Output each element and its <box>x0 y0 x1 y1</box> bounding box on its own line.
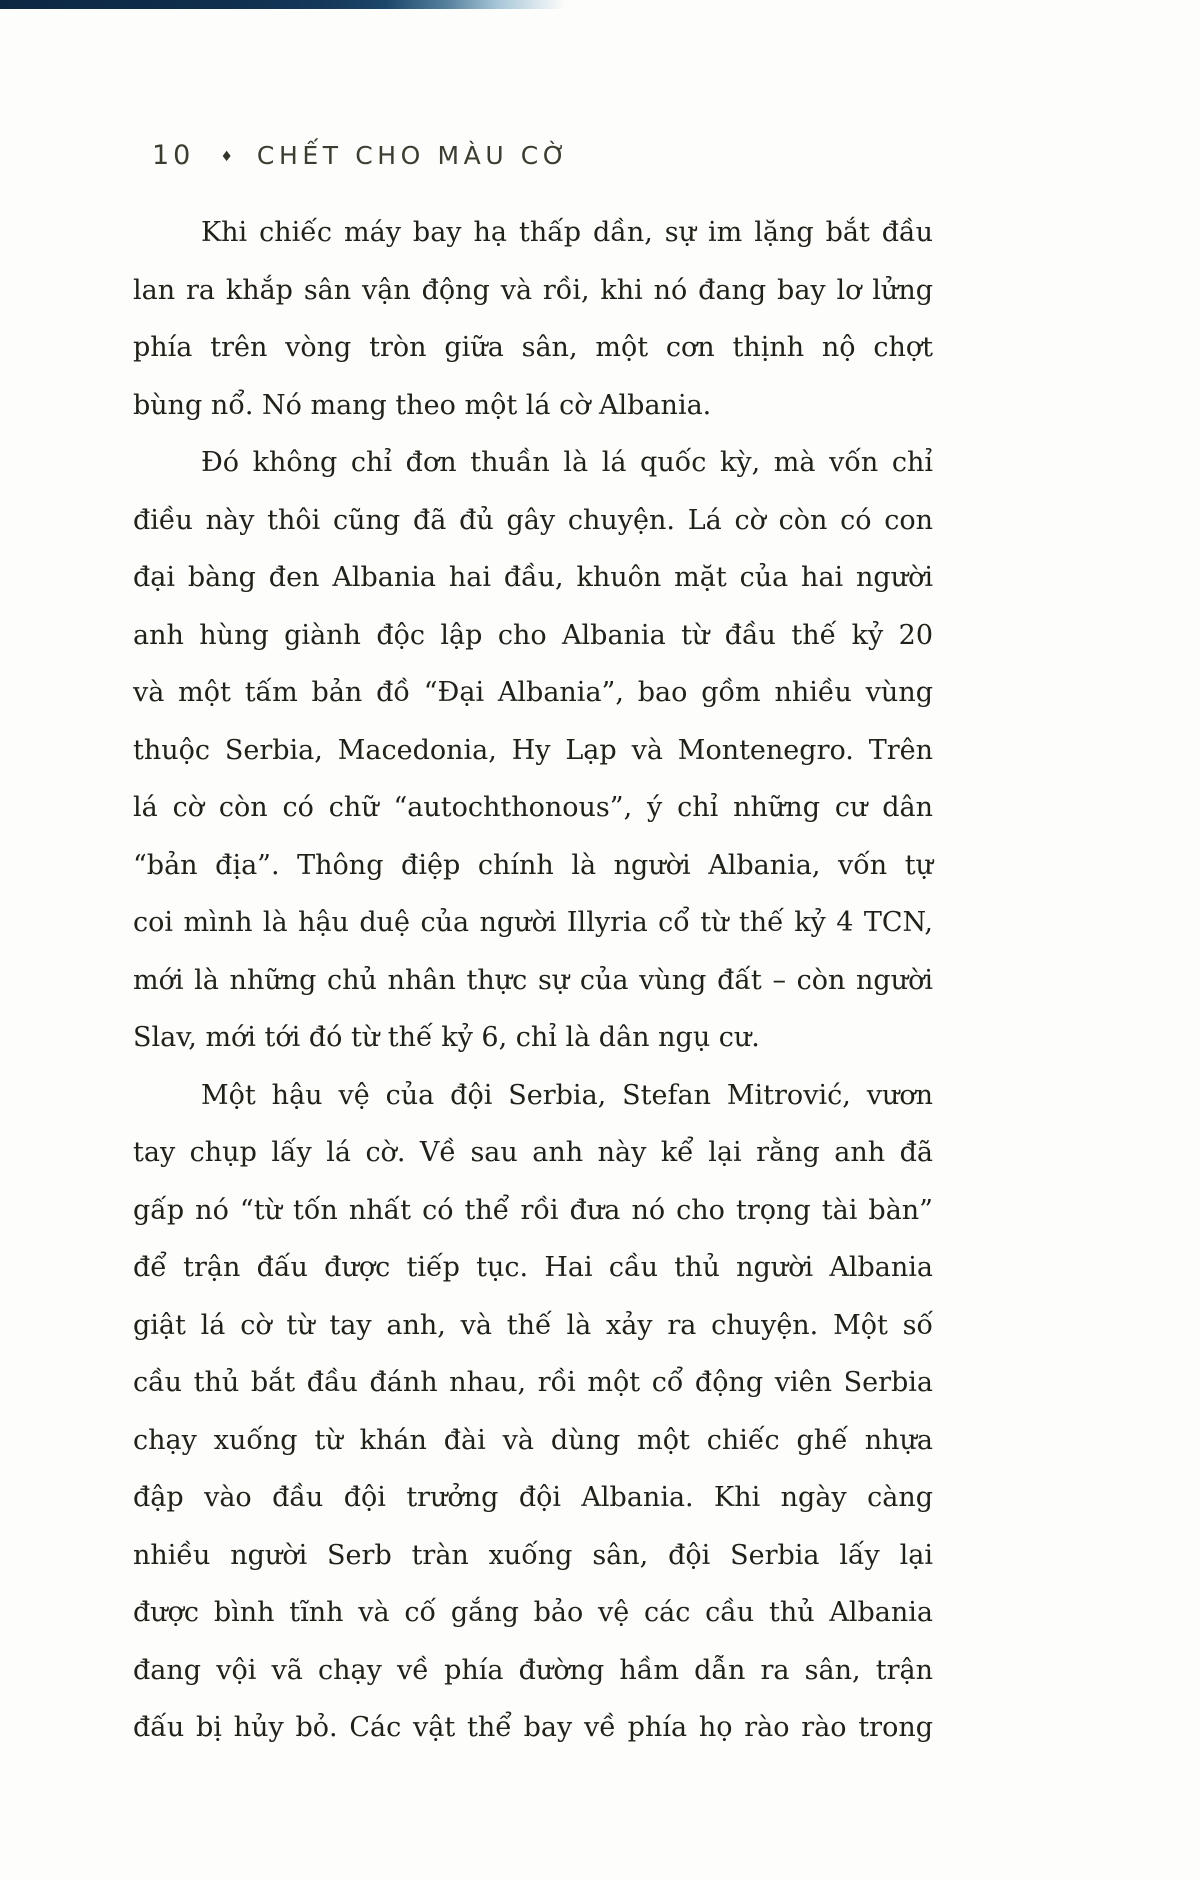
text-line: Một hậu vệ của đội Serbia, Stefan Mitrović, vươn <box>201 1079 933 1111</box>
text-line: giật lá cờ từ tay anh, và thế là xảy ra chuyện. Một số <box>133 1309 933 1341</box>
paragraph-3 <box>133 1067 933 1757</box>
text-line: đập vào đầu đội trưởng đội Albania. Khi ngày càng <box>133 1482 933 1513</box>
running-title: CHẾT CHO MÀU CỜ <box>256 141 571 170</box>
paragraph-2 <box>133 434 933 1067</box>
text-line: đang vội vã chạy về phía đường hầm dẫn ra sân, trận <box>133 1654 933 1686</box>
text-line: Khi chiếc máy bay hạ thấp dần, sự im lặng bắt đầu <box>201 217 933 248</box>
text-line: để trận đấu được tiếp tục. Hai cầu thủ người Albania <box>133 1252 933 1283</box>
text-line: chạy xuống từ khán đài và dùng một chiếc ghế nhựa <box>133 1424 933 1456</box>
text-line: đấu bị hủy bỏ. Các vật thể bay về phía họ rào rào trong <box>133 1712 933 1743</box>
text-line: gấp nó “từ tốn nhất có thể rồi đưa nó cho trọng tài bàn” <box>133 1194 933 1226</box>
top-accent-bar <box>0 0 565 9</box>
text-line: coi mình là hậu duệ của người Illyria cổ từ thế kỷ 4 TCN, <box>133 907 933 938</box>
paragraph-1 <box>133 204 933 434</box>
text-line: bùng nổ. Nó mang theo một lá cờ Albania. <box>133 389 712 421</box>
text-line: lá cờ còn có chữ “autochthonous”, ý chỉ những cư dân <box>133 792 933 823</box>
text-line: Slav, mới tới đó từ thế kỷ 6, chỉ là dân ngụ cư. <box>133 1022 760 1053</box>
text-line: được bình tĩnh và cố gắng bảo vệ các cầu thủ Albania <box>133 1597 933 1628</box>
text-line: đại bàng đen Albania hai đầu, khuôn mặt của hai người <box>133 562 933 593</box>
diamond-separator-icon: ♦ <box>220 148 233 165</box>
page-header <box>152 140 570 171</box>
text-line: tay chụp lấy lá cờ. Về sau anh này kể lại rằng anh đã <box>133 1137 933 1168</box>
text-line: điều này thôi cũng đã đủ gây chuyện. Lá cờ còn có con <box>133 504 933 536</box>
text-line: Đó không chỉ đơn thuần là lá quốc kỳ, mà vốn chỉ <box>201 447 933 478</box>
text-line: và một tấm bản đồ “Đại Albania”, bao gồm nhiều vùng <box>133 677 933 708</box>
text-line: lan ra khắp sân vận động và rồi, khi nó đang bay lơ lửng <box>133 274 933 306</box>
text-line: thuộc Serbia, Macedonia, Hy Lạp và Montenegro. Trên <box>133 734 933 766</box>
text-line: nhiều người Serb tràn xuống sân, đội Serbia lấy lại <box>133 1539 933 1571</box>
text-line: mới là những chủ nhân thực sự của vùng đất – còn người <box>133 964 933 996</box>
body-text <box>133 204 933 1757</box>
text-line: anh hùng giành độc lập cho Albania từ đầu thế kỷ 20 <box>133 619 933 651</box>
page-number: 10 <box>152 140 195 171</box>
text-line: “bản địa”. Thông điệp chính là người Albania, vốn tự <box>133 849 933 881</box>
text-line: cầu thủ bắt đầu đánh nhau, rồi một cổ động viên Serbia <box>133 1367 933 1398</box>
text-line: phía trên vòng tròn giữa sân, một cơn thịnh nộ chợt <box>133 332 933 363</box>
